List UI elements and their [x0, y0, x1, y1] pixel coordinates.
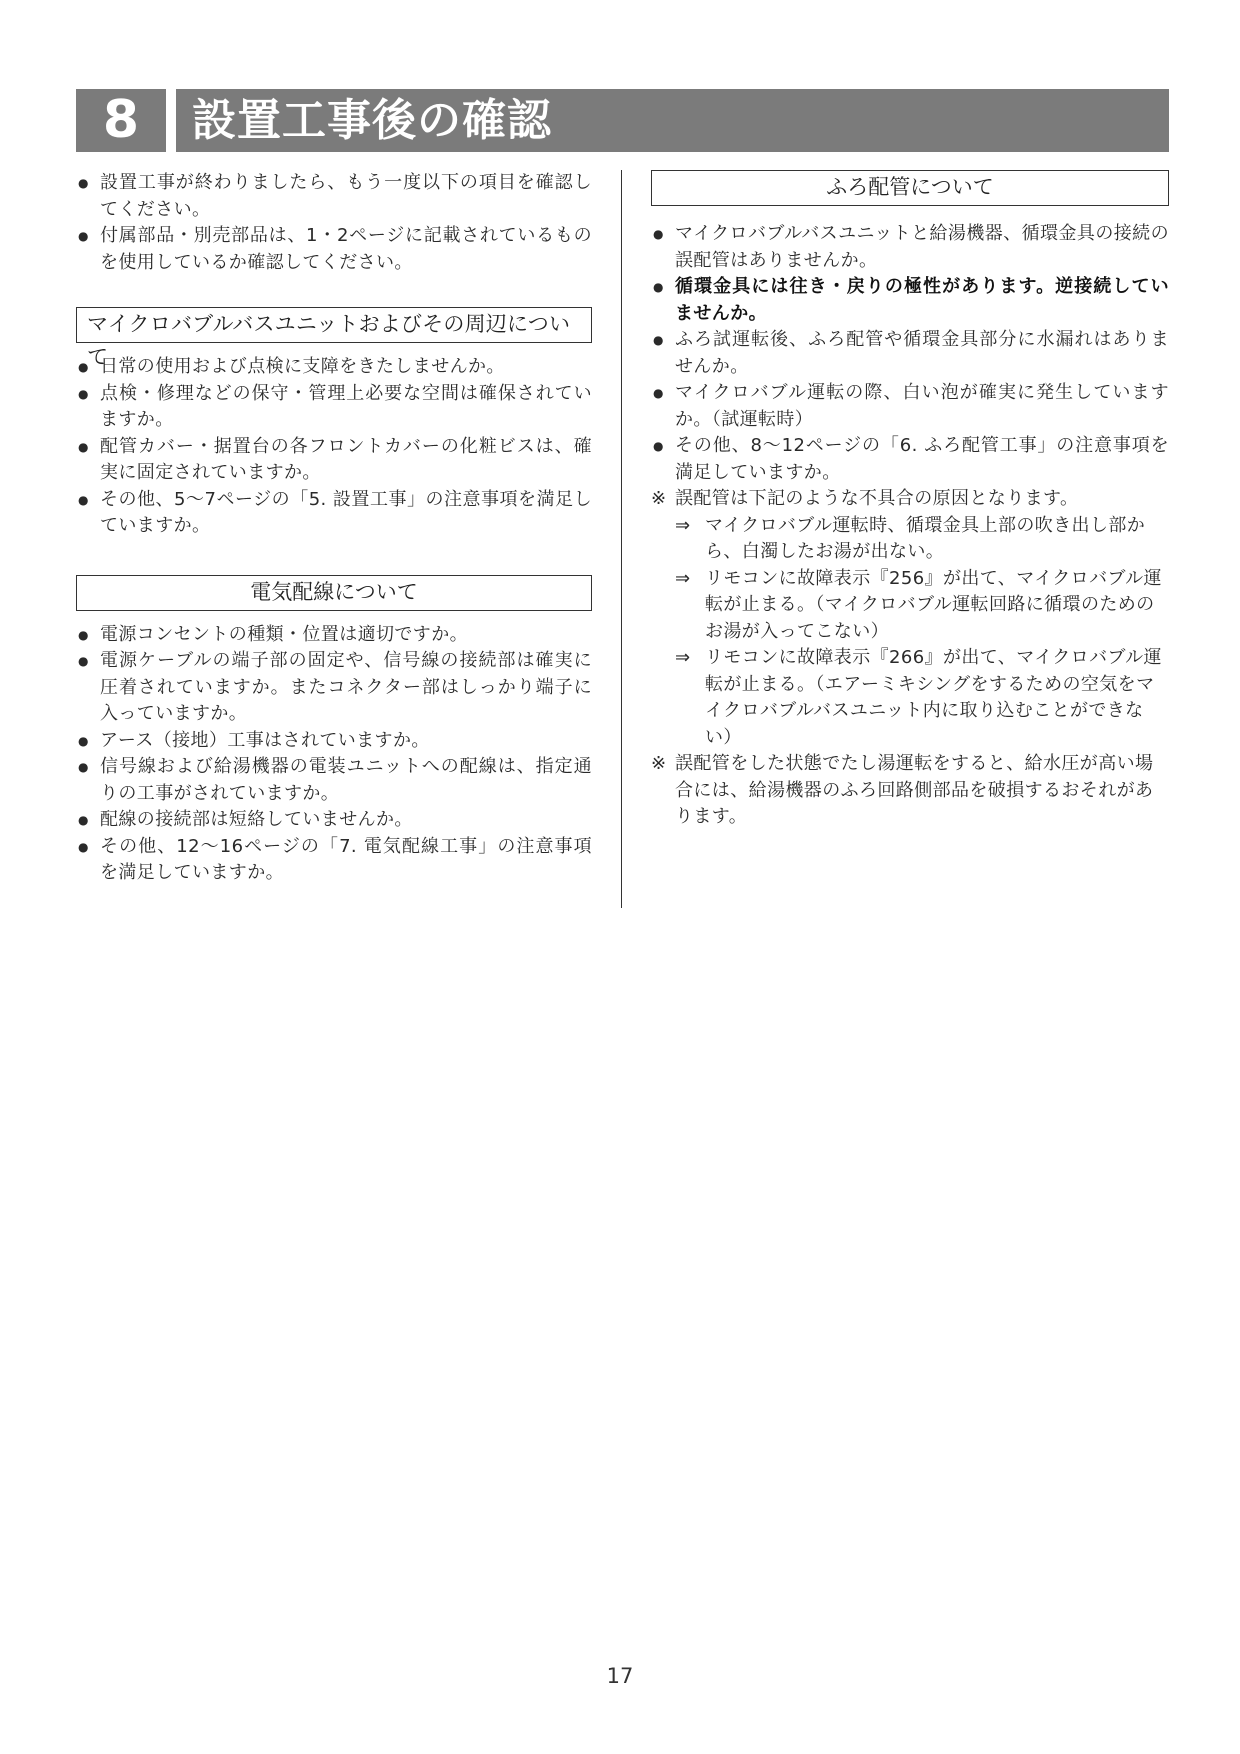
section-number: 8 [76, 89, 166, 152]
note-text: 誤配管をした状態でたし湯運転をすると、給水圧が高い場合には、給湯機器のふろ回路側部品を破損するおそれがあります。 [675, 753, 1154, 827]
sub-item-text: リモコンに故障表示『266』が出て、マイクロバブル運転が止まる。（エアーミキシングをするための空気をマイクロバブルバスユニット内に取り込むことができない） [705, 647, 1162, 748]
intro-list [76, 170, 592, 276]
list-item-emphasis: ● 循環金具には往き・戻りの極性があります。逆接続していませんか。 [651, 274, 1169, 327]
bath-check-list [651, 221, 1169, 486]
arrow-icon: ⇒ [675, 514, 691, 536]
note-marker: ※ [651, 753, 667, 774]
list-item: ● その他、8～12ページの「6. ふろ配管工事」の注意事項を満足していますか。 [651, 433, 1169, 486]
list-item: ● マイクロバブルバスユニットと給湯機器、循環金具の接続の誤配管はありませんか。 [651, 221, 1169, 274]
list-item: ● 日常の使用および点検に支障をきたしませんか。 [76, 354, 592, 381]
list-item: ● アース（接地）工事はされていますか。 [76, 728, 592, 755]
list-item: ● 配管カバー・据置台の各フロントカバーの化粧ビスは、確実に固定されていますか。 [76, 434, 592, 487]
note [651, 486, 1169, 513]
section-heading-bath: ふろ配管について [651, 170, 1169, 206]
column-divider [621, 170, 622, 908]
list-item: ● その他、12～16ページの「7. 電気配線工事」の注意事項を満足していますか。 [76, 834, 592, 887]
sub-item [651, 566, 1169, 646]
sub-item [651, 513, 1169, 566]
arrow-icon: ⇒ [675, 647, 691, 668]
unit-check-list [76, 354, 592, 540]
page-number: 17 [606, 1664, 634, 1688]
note [651, 751, 1169, 831]
list-item: ● 電源コンセントの種類・位置は適切ですか。 [76, 622, 592, 649]
list-item: ● 設置工事が終わりましたら、もう一度以下の項目を確認してください。 [76, 170, 592, 223]
sub-item-text: マイクロバブル運転時、循環金具上部の吹き出し部から、白濁したお湯が出ない。 [705, 514, 1146, 562]
list-item: ● 信号線および給湯機器の電装ユニットへの配線は、指定通りの工事がされていますか。 [76, 754, 592, 807]
list-item: ● 電源ケーブルの端子部の固定や、信号線の接続部は確実に圧着されていますか。またコネクター部はしっかり端子に入っていますか。 [76, 648, 592, 728]
arrow-icon: ⇒ [675, 567, 691, 589]
page-title: 設置工事後の確認 [176, 89, 1169, 152]
list-item: ● 配線の接続部は短絡していませんか。 [76, 807, 592, 834]
list-item: ● 点検・修理などの保守・管理上必要な空間は確保されていますか。 [76, 381, 592, 434]
section-heading-unit: マイクロバブルバスユニットおよびその周辺について [76, 307, 592, 343]
list-item: ● 付属部品・別売部品は、1・2ページに記載されているものを使用しているか確認してください。 [76, 223, 592, 276]
list-item: ● その他、5～7ページの「5. 設置工事」の注意事項を満足していますか。 [76, 487, 592, 540]
left-column [76, 170, 592, 887]
right-column [651, 170, 1169, 831]
list-item: ● マイクロバブル運転の際、白い泡が確実に発生していますか。（試運転時） [651, 380, 1169, 433]
section-heading-electric: 電気配線について [76, 575, 592, 611]
sub-item [651, 645, 1169, 751]
sub-item-text: リモコンに故障表示『256』が出て、マイクロバブル運転が止まる。（マイクロバブル運転回路に循環のためのお湯が入ってこない） [705, 567, 1162, 642]
note-text: 誤配管は下記のような不具合の原因となります。 [675, 488, 1079, 509]
electric-check-list [76, 622, 592, 887]
list-item: ● ふろ試運転後、ふろ配管や循環金具部分に水漏れはありませんか。 [651, 327, 1169, 380]
note-marker: ※ [651, 488, 667, 509]
